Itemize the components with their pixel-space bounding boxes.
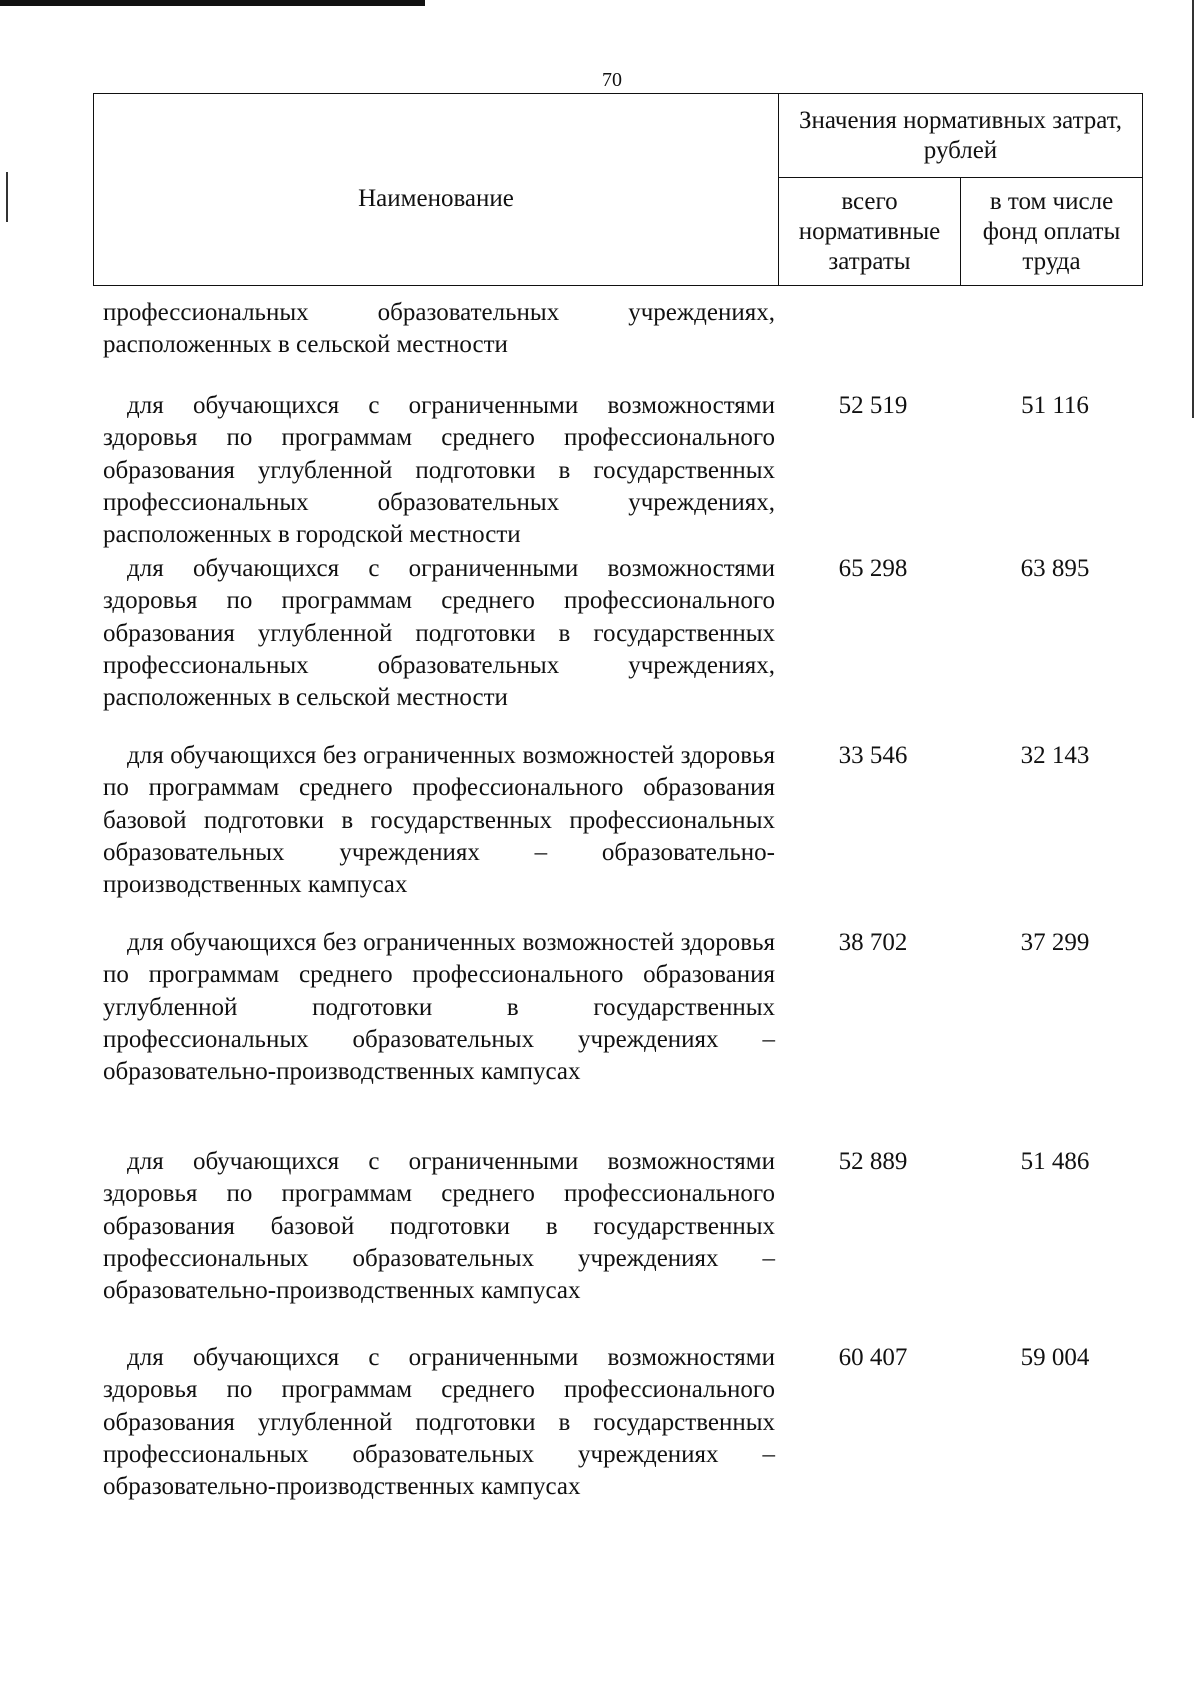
row-name: профессиональных образовательных учреждениях, расположенных в сельской местности: [103, 299, 775, 359]
row-fund-value: 32 143: [1020, 742, 1090, 769]
row-fund-value: 63 895: [1020, 555, 1090, 582]
row-fund-value: 59 004: [1020, 1344, 1090, 1371]
scan-edge-bar: [0, 0, 425, 6]
row-name: для обучающихся с ограниченными возможностями здоровья по программам среднего профессионального образования базовой подготовки в государственных профессиональных образовательных учреждениях – образовательно-производственных кампусах: [103, 1148, 775, 1305]
page-number: 70: [602, 69, 622, 91]
row-total-value: 65 298: [838, 555, 908, 582]
row-total-value: 33 546: [838, 742, 908, 769]
row-total-value: 52 889: [838, 1148, 908, 1175]
row-total-value: 38 702: [838, 929, 908, 956]
column-header-name: Наименование: [94, 94, 779, 286]
column-header-total: всего нормативные затраты: [779, 178, 961, 286]
row-name: для обучающихся с ограниченными возможностями здоровья по программам среднего профессионального образования углубленной подготовки в государственных профессиональных образовательных учреждениях, расположенных в городской местности: [103, 392, 775, 549]
column-header-values-group: Значения нормативных затрат, рублей: [779, 94, 1143, 178]
row-total-value: 60 407: [838, 1344, 908, 1371]
row-fund-value: 51 486: [1020, 1148, 1090, 1175]
table-header: [93, 93, 1143, 286]
row-total-value: 52 519: [838, 392, 908, 419]
row-name: для обучающихся без ограниченных возможностей здоровья по программам среднего профессионального образования углубленной подготовки в государственных профессиональных образовательных учреждениях – образовательно-производственных кампусах: [103, 929, 775, 1086]
row-fund-value: 37 299: [1020, 929, 1090, 956]
row-name: для обучающихся с ограниченными возможностями здоровья по программам среднего профессионального образования углубленной подготовки в государственных профессиональных образовательных учреждениях, расположенных в сельской местности: [103, 555, 775, 712]
row-name: для обучающихся с ограниченными возможностями здоровья по программам среднего профессионального образования углубленной подготовки в государственных профессиональных образовательных учреждениях – образовательно-производственных кампусах: [103, 1344, 775, 1501]
row-name: для обучающихся без ограниченных возможностей здоровья по программам среднего профессионального образования базовой подготовки в государственных профессиональных образовательных учреждениях – образовательно-производственных кампусах: [103, 742, 775, 899]
column-header-fund: в том числе фонд оплаты труда: [961, 178, 1143, 286]
scan-edge-left: [6, 172, 8, 222]
scan-edge-right: [1192, 0, 1194, 418]
row-fund-value: 51 116: [1021, 392, 1089, 419]
